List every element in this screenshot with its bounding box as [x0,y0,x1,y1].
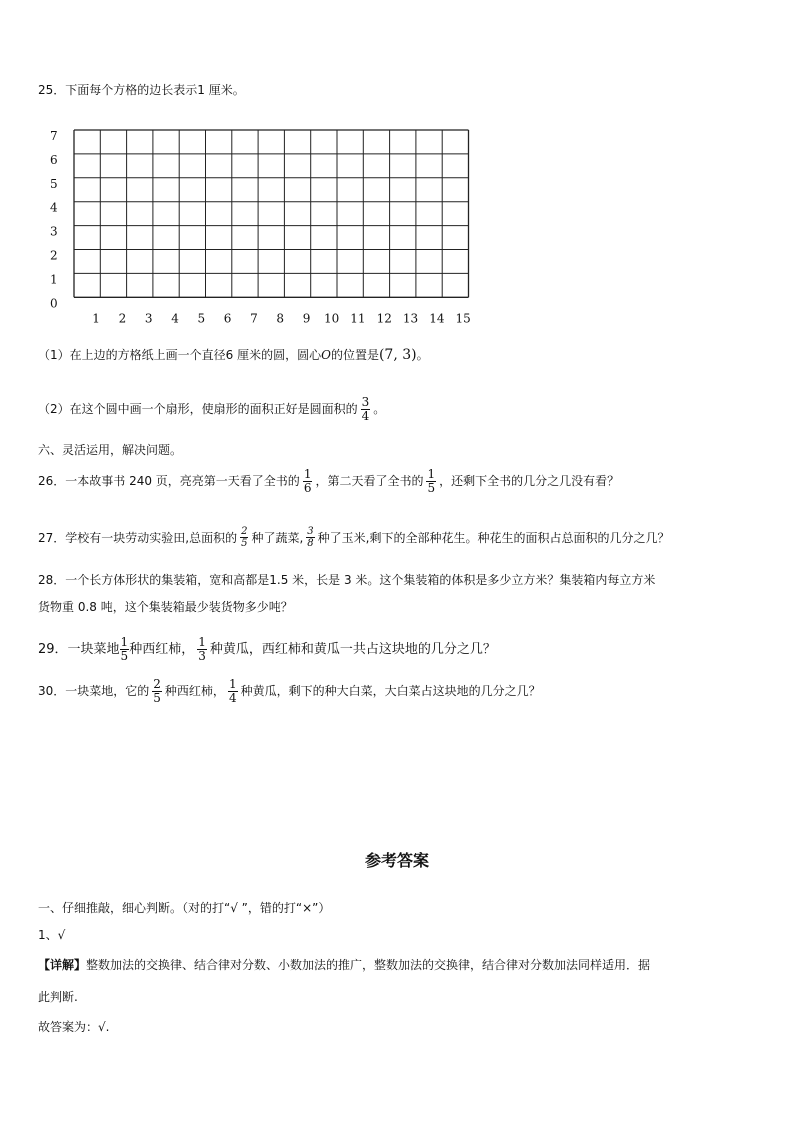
grid-y-label: 1 [50,272,58,287]
fraction: $\frac{1}{6}$ [303,467,312,495]
grid-x-label: 10 [324,311,340,324]
q25-part1: （1）在上边的方格纸上画一个直径6 厘米的圆，圆心O的位置是(7, 3)。 [38,347,429,363]
answer-item1: 1、√ [38,928,66,942]
grid-x-label: 7 [250,311,258,324]
fraction: $\frac{1}{3}$ [198,635,206,663]
grid-y-label: 4 [50,200,58,215]
fraction: $\frac{1}{5}$ [120,635,129,663]
grid-x-label: 12 [376,311,392,324]
answers-section1: 一、仔细推敲，细心判断。（对的打“√ ”，错的打“×”） [38,901,331,915]
grid-x-label: 9 [302,311,311,324]
grid-x-label: 4 [171,311,179,324]
fraction: $\frac{3}{8}$ [307,526,314,549]
grid-x-labels [92,311,470,324]
grid-x-label: 1 [92,311,100,324]
answers-heading: 参考答案 [364,851,429,870]
q28-line1: 28．一个长方体形状的集装箱，宽和高都是1.5 米，长是 3 米。这个集装箱的体积是多少立方米？集装箱内每立方米 [38,573,656,587]
grid-x-label: 5 [197,311,206,324]
grid-x-label: 14 [429,311,445,324]
grid-figure [40,118,490,324]
answer-conclusion: 故答案为：√. [38,1020,110,1034]
q30: 30．一块菜地，它的 $\frac{2}{5}$ 种西红柿， $\frac{1}{4}$ 种黄瓜，剩下的种大白菜，大白菜占这块地的几分之几？ [38,677,541,705]
q29: 29．一块菜地 $\frac{1}{5}$ 种西红柿， $\frac{1}{3}$ 种黄瓜，西红柿和黄瓜一共占这块地的几分之几？ [38,635,496,663]
grid-lines [74,130,469,297]
grid-x-label: 2 [118,311,127,324]
grid-x-label: 11 [350,311,366,324]
fraction: $\frac{1}{5}$ [427,467,436,495]
q26: 26．一本故事书 240 页，亮亮第一天看了全书的 $\frac{1}{6}$ ，第二天看了全书的 $\frac{1}{5}$ ，还剩下全书的几分之几没有看？ [38,467,620,495]
grid-x-label: 15 [455,311,471,324]
grid-x-label: 13 [402,311,419,324]
grid-y-labels [50,129,58,310]
fraction: $\frac{2}{5}$ [241,526,248,549]
q27: 27．学校有一块劳动实验田,总面积的 $\frac{2}{5}$ 种了蔬菜, $\frac{3}{8}$ 种了玉米,剩下的全部种花生。种花生的面积占总面积的几分之几？ [38,526,670,549]
q28-line2: 货物重 0.8 吨，这个集装箱最少装货物多少吨？ [38,600,293,614]
grid-y-label: 5 [50,176,58,191]
section6-title: 六、灵活运用，解决问题。 [38,443,183,457]
grid-y-label: 6 [50,152,58,167]
answer-detail: 【详解】整数加法的交换律、结合律对分数、小数加法的推广，整数加法的交换律，结合律对分数加法同样适用．据 [38,958,651,972]
fraction: $\frac{2}{5}$ [153,677,161,705]
grid-x-label: 6 [223,311,232,324]
fraction: $\frac{3}{4}$ [361,395,370,423]
q25-part2: （2）在这个圆中画一个扇形，使扇形的面积正好是圆面积的 $\frac{3}{4}$ 。 [38,395,386,423]
grid-x-label: 3 [144,311,153,324]
grid-y-label: 7 [50,129,58,143]
answer-detail-cont: 此判断. [38,990,78,1004]
grid-x-label: 8 [276,311,285,324]
grid-y-label: 3 [50,224,58,239]
fraction: $\frac{1}{4}$ [228,677,237,705]
grid-y-label: 2 [50,248,58,263]
grid-y-label: 0 [50,296,58,311]
q25-text: 25．下面每个方格的边长表示1 厘米。 [38,83,245,97]
